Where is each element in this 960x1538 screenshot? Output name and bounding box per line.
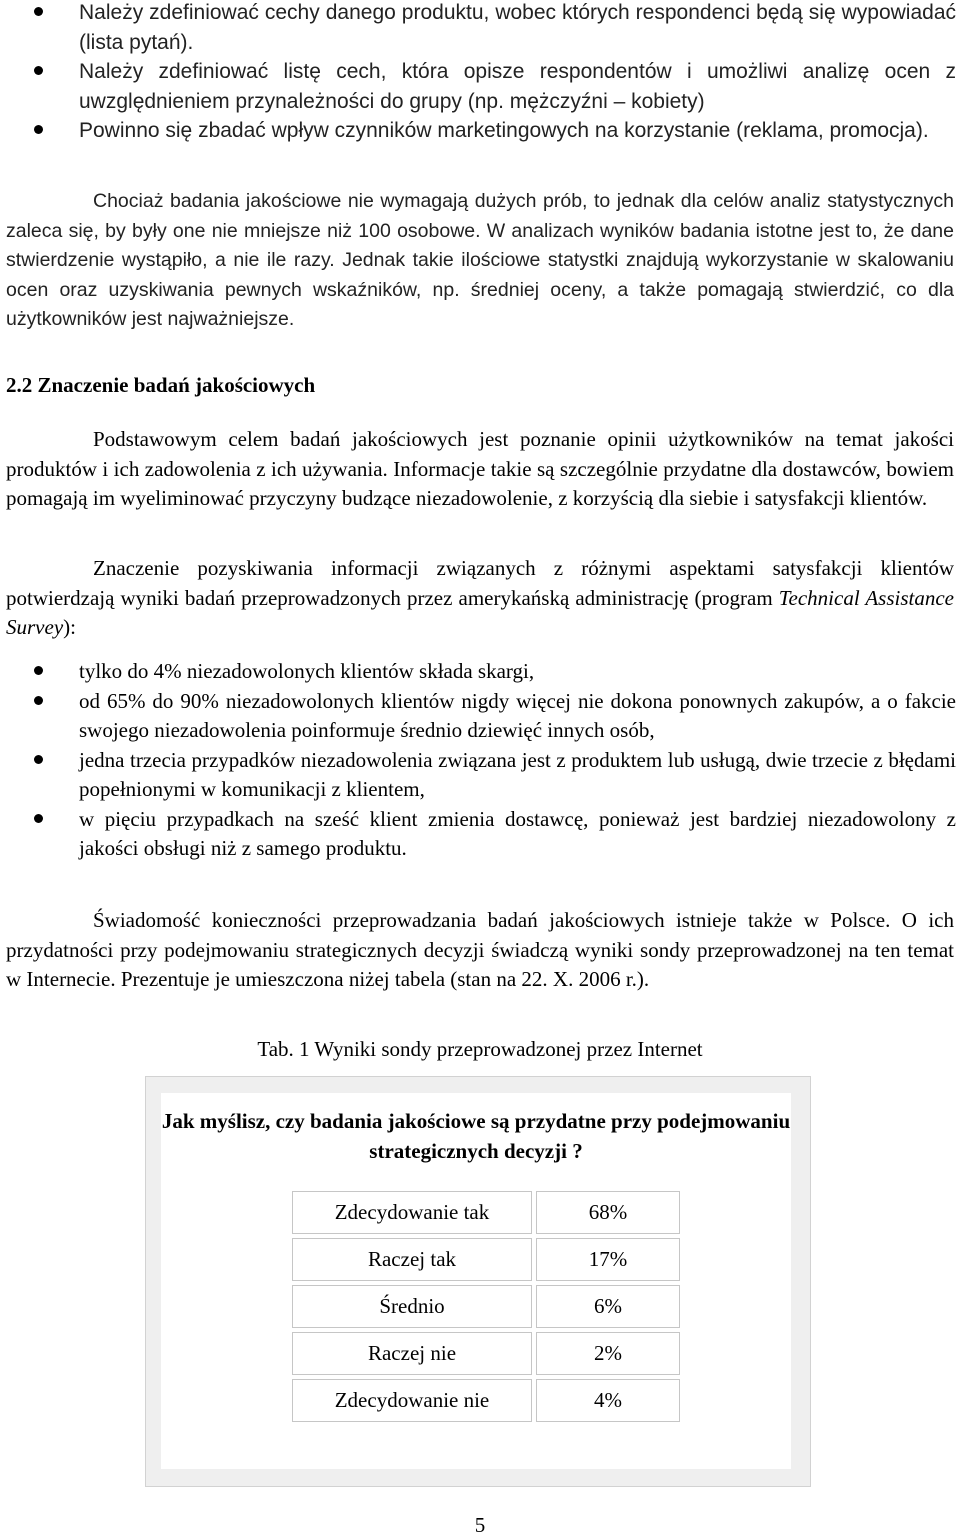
list-item-text: tylko do 4% niezadowolonych klientów składa skargi, bbox=[79, 659, 535, 683]
bullet-icon bbox=[34, 66, 43, 75]
requirements-list bbox=[0, 0, 960, 146]
list-item bbox=[0, 687, 960, 746]
paragraph-poland: Świadomość konieczności przeprowadzania badań jakościowych istnieje także w Polsce. O ich przydatności przy podejmowaniu strategicznych decyzji świadczą wyniki sondy przeprowadzonej na ten temat w Internecie. Prezentuje je umieszczona niżej tabela (stan na 22. X. 2006 r.). bbox=[6, 908, 954, 991]
table-row bbox=[292, 1238, 680, 1281]
bullet-icon bbox=[34, 814, 43, 823]
paragraph-sample-size: Chociaż badania jakościowe nie wymagają dużych prób, to jednak dla celów analiz statystycznych zaleca się, by były one nie mniejsze niż 100 osobowe. W analizach wyników badania istotne jest to, że dane stwierdzenie wystąpiło, a nie ile razy. Jednak takie ilościowe statystki znajdują wykorzystanie w skalowaniu ocen oraz uzyskiwania pewnych wskaźników, np. średniej oceny, a także pomagają stwierdzić, co dla użytkowników jest najważniejsze. bbox=[6, 190, 954, 330]
paragraph-survey-intro bbox=[6, 554, 954, 643]
answer-cell: Raczej tak bbox=[292, 1238, 532, 1281]
list-item bbox=[0, 0, 960, 57]
percent-cell: 2% bbox=[536, 1332, 680, 1375]
list-item-text: Powinno się zbadać wpływ czynników marketingowych na korzystanie (reklama, promocja). bbox=[79, 119, 929, 142]
answer-cell: Zdecydowanie tak bbox=[292, 1191, 532, 1234]
list-item bbox=[0, 657, 960, 687]
answer-cell: Raczej nie bbox=[292, 1332, 532, 1375]
list-item-text: Należy zdefiniować cechy danego produktu, wobec których respondenci będą się wypowiadać (lista pytań). bbox=[79, 1, 956, 54]
table-row bbox=[292, 1332, 680, 1375]
table-row bbox=[292, 1379, 680, 1422]
percent-cell: 68% bbox=[536, 1191, 680, 1234]
list-item bbox=[0, 116, 960, 146]
answer-cell: Zdecydowanie nie bbox=[292, 1379, 532, 1422]
list-item-text: w pięciu przypadkach na sześć klient zmienia dostawcę, ponieważ jest bardziej niezadowolony z jakości obsługi niż z samego produktu. bbox=[79, 806, 956, 860]
table-caption: Tab. 1 Wyniki sondy przeprowadzonej przez Internet bbox=[257, 1037, 703, 1061]
findings-list bbox=[0, 657, 960, 864]
bullet-icon bbox=[34, 666, 43, 675]
survey-question: Jak myślisz, czy badania jakościowe są przydatne przy podejmowaniu strategicznych decyzji ? bbox=[161, 1109, 791, 1163]
bullet-icon bbox=[34, 125, 43, 134]
page-number: 5 bbox=[474, 1513, 486, 1537]
list-item bbox=[0, 746, 960, 805]
program-name: Technical Assistance Survey bbox=[6, 585, 954, 639]
table-row bbox=[292, 1191, 680, 1234]
table-row bbox=[292, 1285, 680, 1328]
list-item-text: jedna trzecia przypadków niezadowolenia związana jest z produktem lub usługą, dwie trzecie z błędami popełnionymi w komunikacji z klientem, bbox=[79, 747, 956, 801]
percent-cell: 6% bbox=[536, 1285, 680, 1328]
survey-panel bbox=[161, 1093, 791, 1469]
list-item bbox=[0, 805, 960, 864]
bullet-icon bbox=[34, 696, 43, 705]
percent-cell: 17% bbox=[536, 1238, 680, 1281]
paragraph-text-end: ): bbox=[63, 615, 76, 639]
list-item-text: Należy zdefiniować listę cech, która opisze respondentów i umożliwi analizę ocen z uwzględnieniem przynależności do grupy (np. mężczyźni – kobiety) bbox=[79, 60, 956, 113]
answer-cell: Średnio bbox=[292, 1285, 532, 1328]
list-item-text: od 65% do 90% niezadowolonych klientów nigdy więcej nie dokona ponownych zakupów, a o fakcie swojego niezadowolenia poinformuje średnio dziewięć innych osób, bbox=[79, 688, 956, 742]
paragraph-text: Znaczenie pozyskiwania informacji związanych z różnymi aspektami satysfakcji klientów potwierdzają wyniki badań przeprowadzonych przez amerykańską administrację (program bbox=[6, 556, 954, 610]
bullet-icon bbox=[34, 755, 43, 764]
paragraph-purpose: Podstawowym celem badań jakościowych jest poznanie opinii użytkowników na temat jakości produktów i ich zadowolenia z ich używania. Informacje takie są szczególnie przydatne dla dostawców, bowiem pomagają im wyeliminować przyczyny budzące niezadowolenie, z korzyścią dla siebie i satysfakcji klientów. bbox=[6, 427, 954, 510]
section-heading: 2.2 Znaczenie badań jakościowych bbox=[6, 373, 316, 397]
survey-results-table bbox=[288, 1187, 684, 1426]
list-item bbox=[0, 57, 960, 116]
percent-cell: 4% bbox=[536, 1379, 680, 1422]
bullet-icon bbox=[34, 7, 43, 16]
survey-results-box bbox=[145, 1076, 811, 1487]
